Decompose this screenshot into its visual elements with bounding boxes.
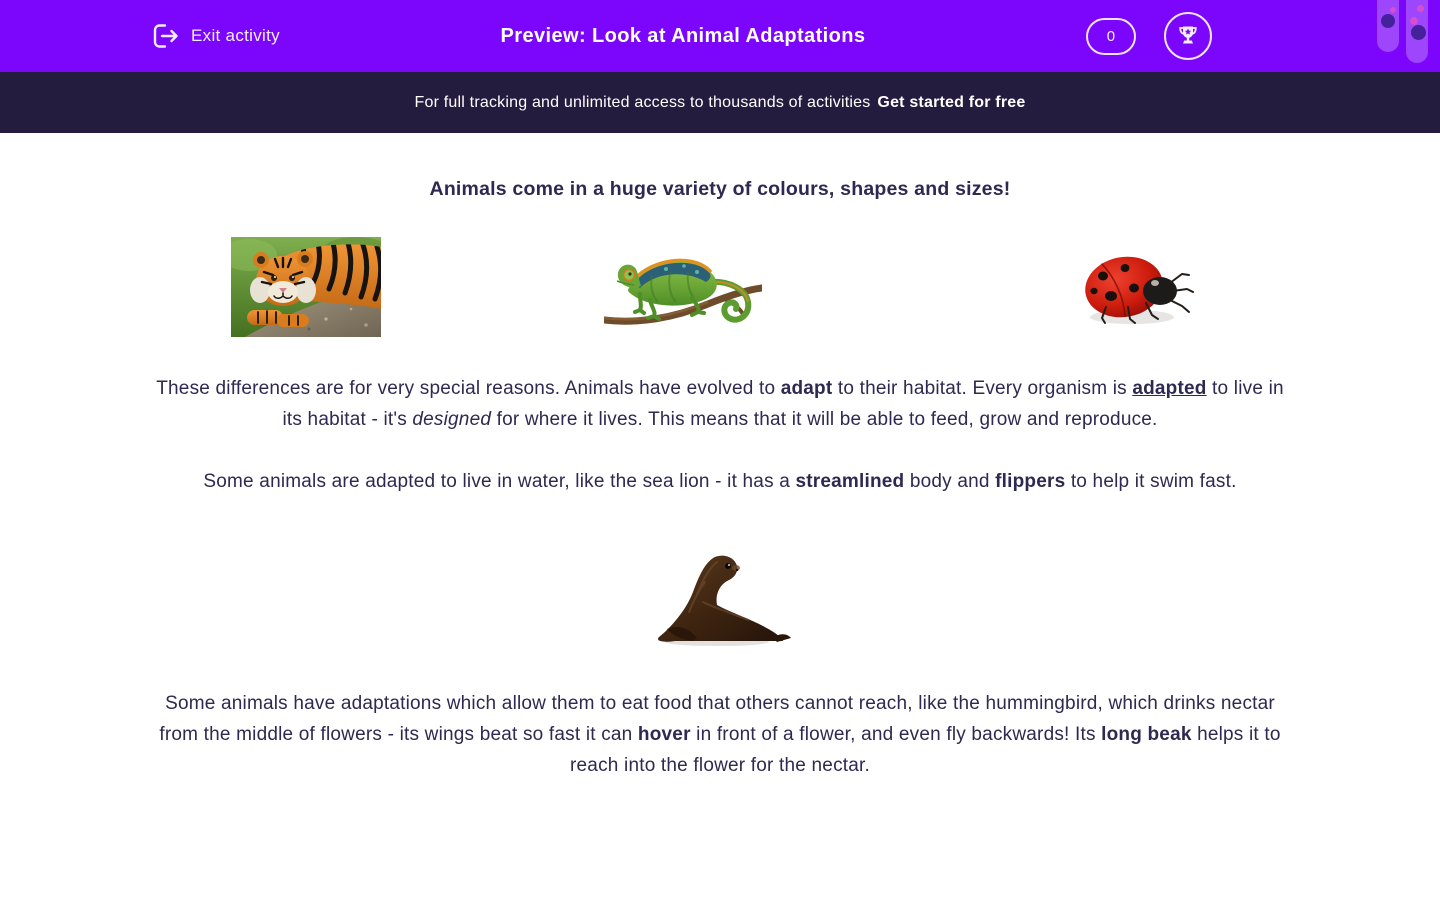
exit-activity-button[interactable]	[150, 22, 280, 50]
paragraph-hummingbird	[155, 688, 1285, 781]
promo-text: For full tracking and unlimited access to thousands of activities	[414, 93, 871, 111]
test-tubes-decoration	[1377, 0, 1428, 63]
text-segment: These differences are for very special reasons. Animals have evolved to	[156, 378, 781, 399]
test-tube-icon	[1377, 0, 1399, 52]
exit-icon	[150, 22, 180, 50]
paragraph-sea-lion	[155, 466, 1285, 497]
text-segment: to their habitat. Every organism is	[832, 378, 1133, 399]
header-actions	[1086, 12, 1212, 60]
text-segment: to live in its habitat - it's	[282, 378, 1284, 430]
text-segment: streamlined	[795, 471, 905, 492]
promo-banner	[0, 72, 1440, 133]
app-header	[0, 0, 1440, 72]
exit-activity-label: Exit activity	[191, 26, 280, 45]
text-segment: body and	[904, 471, 996, 492]
animal-images-row	[0, 237, 1440, 337]
chameleon-image	[604, 242, 762, 339]
rewards-button[interactable]	[1164, 12, 1212, 60]
paragraph-adapt	[155, 373, 1285, 435]
text-segment: to help it swim fast.	[1065, 471, 1237, 492]
intro-heading: Animals come in a huge variety of colours, shapes and sizes!	[429, 178, 1011, 200]
page-title: Preview: Look at Animal Adaptations	[500, 24, 866, 47]
text-segment: in front of a flower, and even fly backwards! Its	[690, 724, 1102, 745]
activity-content	[0, 178, 1440, 781]
score-counter: 0	[1086, 18, 1136, 55]
text-segment: flippers	[995, 471, 1066, 492]
tiger-image	[231, 237, 381, 342]
text-segment: helps it to reach into the flower for the nectar.	[570, 724, 1281, 776]
text-segment: for where it lives. This means that it will be able to feed, grow and reproduce.	[491, 409, 1158, 430]
ladybird-image	[1076, 247, 1194, 334]
text-segment: long beak	[1101, 724, 1192, 745]
text-segment: hover	[637, 724, 691, 745]
sea-lion-image	[0, 550, 1440, 648]
text-segment: designed	[412, 409, 492, 430]
test-tube-icon	[1406, 0, 1428, 63]
trophy-icon	[1175, 22, 1201, 51]
text-segment: adapt	[780, 378, 833, 399]
get-started-link[interactable]: Get started for free	[877, 93, 1026, 111]
text-segment: adapted	[1132, 378, 1207, 399]
text-segment: Some animals have adaptations which allow them to eat food that others cannot reach, like the hummingbird, which drinks nectar from the middle of flowers - its wings beat so fast it can	[159, 693, 1275, 745]
text-segment: Some animals are adapted to live in water, like the sea lion - it has a	[203, 471, 796, 492]
